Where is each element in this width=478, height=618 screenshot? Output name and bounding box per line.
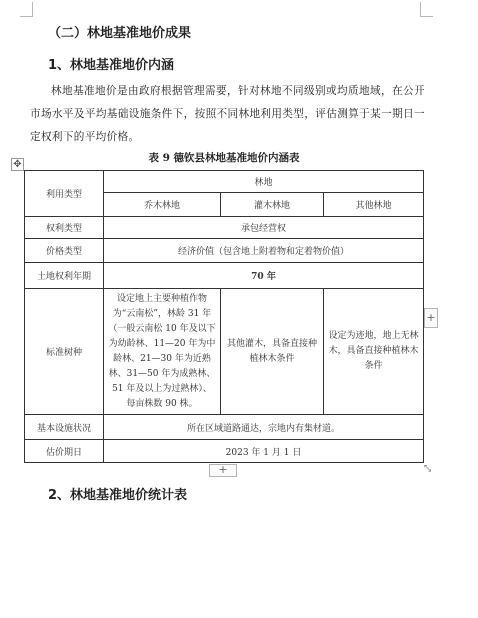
land-price-table: [24, 170, 424, 463]
value-species-shrub: 其他灌木，具备直接种植林木条件: [221, 289, 324, 415]
value-right-type: 承包经营权: [104, 217, 424, 239]
subsection-heading-2: 2、林地基准地价统计表: [48, 488, 188, 503]
header-forest-land: 林地: [104, 171, 424, 193]
value-price-type: 经济价值（包含地上附着物和定着物价值）: [104, 239, 424, 263]
page-corner-mark-right: [420, 2, 433, 17]
table-row: [25, 289, 424, 415]
col-shrub-forest: 灌木林地: [221, 193, 324, 217]
col-other-forest: 其他林地: [324, 193, 424, 217]
label-land-right-years: 土地权利年期: [25, 263, 104, 289]
table-resize-handle-icon[interactable]: ⤡: [424, 464, 432, 474]
value-infrastructure: 所在区域道路通达，宗地内有集材道。: [104, 415, 424, 440]
label-land-use: 利用类型: [25, 171, 104, 217]
section-heading: （二）林地基准地价成果: [48, 26, 192, 41]
value-valuation-date: 2023 年 1 月 1 日: [104, 440, 424, 463]
label-valuation-date: 估价期日: [25, 440, 104, 463]
table-row: [25, 217, 424, 239]
subsection-heading-1: 1、林地基准地价内涵: [48, 58, 175, 73]
table-row: [25, 239, 424, 263]
table-row: [25, 263, 424, 289]
value-species-other: 设定为迹地，地上无林木，具备直接种植林木条件: [324, 289, 424, 415]
table-row: [25, 440, 424, 463]
table-move-handle-icon[interactable]: ✥: [11, 158, 24, 171]
label-right-type: 权利类型: [25, 217, 104, 239]
body-paragraph: 林地基准地价是由政府根据管理需要，针对林地不同级别或均质地域，在公开市场水平及平均基础设施条件下，按照不同林地利用类型，评估测算于某一期日一定权利下的平均价格。: [30, 85, 425, 143]
page-corner-mark-left: [20, 2, 33, 17]
label-price-type: 价格类型: [25, 239, 104, 263]
table-caption: 表 9 德钦县林地基准地价内涵表: [148, 152, 300, 164]
add-row-button[interactable]: +: [209, 464, 237, 477]
label-infrastructure: 基本设施状况: [25, 415, 104, 440]
label-standard-species: 标准树种: [25, 289, 104, 415]
col-arbor-forest: 乔木林地: [104, 193, 221, 217]
value-land-right-years: 70 年: [104, 263, 424, 289]
add-column-button[interactable]: +: [424, 308, 438, 328]
value-species-arbor: 设定地上主要种植作物为“云南松”，林龄 31 年（一般云南松 10 年及以下为幼龄林、11—20 年为中龄林、21—30 年为近熟林、31—50 年为成熟林、51 年及以上为过熟林）、每亩株数 90 株。: [104, 289, 221, 415]
table-row: [25, 415, 424, 440]
table-row: [25, 171, 424, 193]
